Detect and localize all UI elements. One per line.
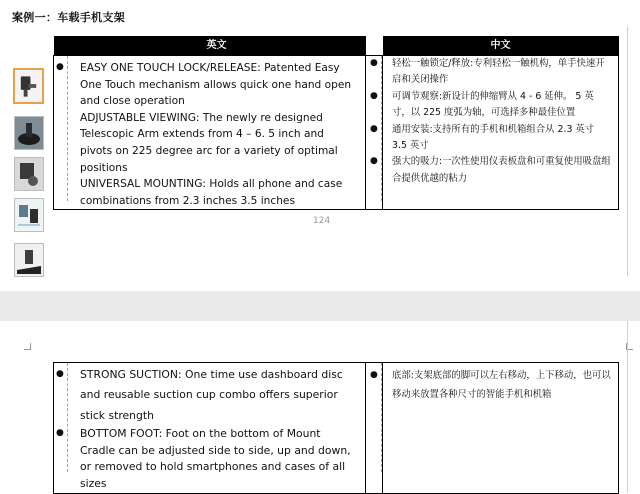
car-mount-image-icon (15, 70, 42, 102)
chinese-cell (370, 363, 619, 494)
thumbnail-4[interactable] (14, 198, 44, 232)
header-english: 英文 (68, 36, 366, 56)
suction-cup-image-icon (15, 117, 43, 149)
translation-table-1 (53, 36, 619, 210)
document-page-2 (0, 321, 640, 493)
list-item: ADJUSTABLE VIEWING: The newly re designed Telescopic Arm extends from 4 – 6. 5 inch and pivots on 225 degree arc for a variety of optimal positions (80, 111, 338, 174)
thumbnail-1[interactable] (13, 68, 44, 104)
list-item: ● 轻松一触锁定/释放:专利轻松一触机构，单手快速开启和关闭操作 (370, 58, 605, 86)
thumbnail-5[interactable] (14, 243, 44, 277)
english-cell (54, 56, 366, 210)
english-cell (54, 363, 366, 494)
page-title: 案例一：车载手机支架 (12, 11, 125, 24)
translation-table-2 (53, 362, 619, 494)
list-item: ● BOTTOM FOOT: Foot on the bottom of Mount Cradle can be adjusted side to side, up and down, or removed to hold smartphones and cases of all sizes (56, 427, 351, 490)
page-number: 124 (313, 216, 331, 226)
list-item: ● 强大的吸力:一次性使用仪表板盘和可重复使用吸盘组合提供优越的粘力 (370, 156, 611, 184)
dimensions-image-icon (15, 199, 43, 231)
list-item: ● EASY ONE TOUCH LOCK/RELEASE: Patented Easy One Touch mechanism allows quick one hand open and close operation (56, 62, 352, 108)
list-item: UNIVERSAL MOUNTING: Holds all phone and case combinations from 2.3 inches 3.5 inches (80, 178, 343, 207)
header-chinese: 中文 (383, 36, 619, 56)
page-separator (0, 291, 640, 321)
dashboard-mount-image-icon (15, 244, 43, 276)
list-item: ● 底部:支架底部的脚可以左右移动，上下移动，也可以移动来放置各种尺寸的智能手机和机箱 (370, 370, 611, 400)
mount-arm-image-icon (15, 158, 43, 190)
list-item: ● STRONG SUCTION: One time use dashboard disc and reusable suction cup combo offers superior stick strength (56, 368, 343, 422)
thumbnail-3[interactable] (14, 157, 44, 191)
list-item: ● 通用安装:支持所有的手机和机箱组合从 2.3 英寸 3.5 英寸 (370, 123, 595, 152)
thumbnail-2[interactable] (14, 116, 44, 150)
chinese-cell (370, 56, 619, 210)
list-item: ● 可调节观察:新设计的伸缩臂从 4 - 6 延伸。 5 英寸，以 225 度弧为轴，可选择多种最佳位置 (370, 90, 594, 119)
